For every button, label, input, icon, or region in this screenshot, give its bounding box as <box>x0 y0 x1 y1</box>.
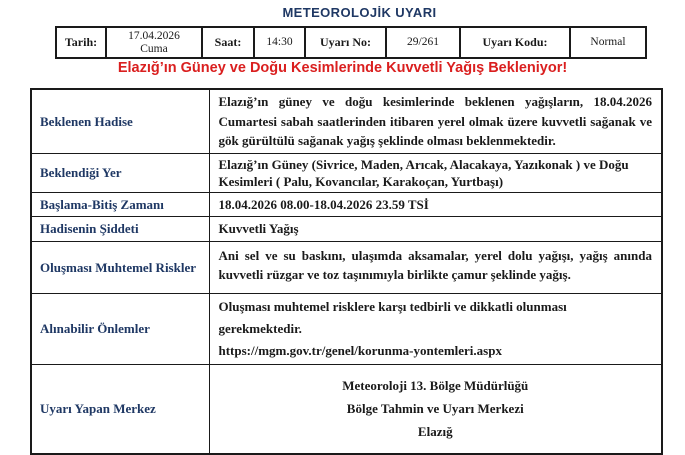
row-content-issuing-center <box>209 364 662 454</box>
row-label-expected-event: Beklenen Hadise <box>31 89 209 153</box>
row-content-expected-location: Elazığ’ın Güney (Sivrice, Maden, Arıcak, Alacakaya, Yazıkonak ) ve Doğu Kesimleri ( Palu, Kovancılar, Karakoçan, Yurtbaşı) <box>209 153 662 192</box>
date-value-date: 17.04.2026 <box>128 29 180 42</box>
date-value <box>106 27 202 58</box>
time-label: Saat: <box>202 27 254 58</box>
row-baslama-bitis-zamani <box>31 192 662 217</box>
row-label-possible-risks: Oluşması Muhtemel Riskler <box>31 241 209 293</box>
time-value: 14:30 <box>254 27 305 58</box>
warning-no-label: Uyarı No: <box>305 27 386 58</box>
row-content-expected-event: Elazığ’ın güney ve doğu kesimlerinde beklenen yağışların, 18.04.2026 Cumartesi sabah saatlerinden itibaren yerel olmak üzere kuvvetli sağanak ve gök gürültülü sağanak yağış şeklinde olması beklenmektedir. <box>209 89 662 153</box>
warning-detail-table <box>30 88 663 455</box>
warning-code-value: Normal <box>570 27 646 58</box>
date-label: Tarih: <box>56 27 106 58</box>
warning-no-value: 29/261 <box>386 27 460 58</box>
row-content-event-severity: Kuvvetli Yağış <box>209 217 662 242</box>
issuing-center-line-2: Bölge Tahmin ve Uyarı Merkezi <box>346 400 524 416</box>
row-label-event-severity: Hadisenin Şiddeti <box>31 217 209 242</box>
row-content-possible-risks: Ani sel ve su baskını, ulaşımda aksamalar, yerel dolu yağışı, yağış anında kuvvetli rüzgar ve toz taşınımıyla birlikte çamur şeklinde yağış. <box>209 241 662 293</box>
issuing-center-line-1: Meteoroloji 13. Bölge Müdürlüğü <box>342 377 529 393</box>
row-content-start-end-time: 18.04.2026 08.00-18.04.2026 23.59 TSİ <box>209 192 662 217</box>
info-bar-row <box>56 27 646 58</box>
precautions-url-link[interactable]: https://mgm.gov.tr/genel/korunma-yontemleri.aspx <box>218 342 502 358</box>
row-hadisenin-siddeti <box>31 217 662 242</box>
row-label-expected-location: Beklendiği Yer <box>31 153 209 192</box>
row-uyari-yapan-merkez <box>31 364 662 454</box>
row-label-precautions: Alınabilir Önlemler <box>31 293 209 364</box>
date-value-day: Cuma <box>140 42 168 55</box>
row-alinabilir-onlemler <box>31 293 662 364</box>
row-label-issuing-center: Uyarı Yapan Merkez <box>31 364 209 454</box>
row-label-start-end-time: Başlama-Bitiş Zamanı <box>31 192 209 217</box>
row-content-precautions <box>209 293 662 364</box>
row-beklendigi-yer <box>31 153 662 192</box>
issuing-center-line-3: Elazığ <box>417 423 453 439</box>
warning-code-label: Uyarı Kodu: <box>460 27 570 58</box>
page-title: METEOROLOJİK UYARI <box>282 5 437 20</box>
row-olusmasi-muhtemel-riskler <box>31 241 662 293</box>
info-bar-table <box>55 26 647 59</box>
warning-headline: Elazığ’ın Güney ve Doğu Kesimlerinde Kuvvetli Yağış Bekleniyor! <box>117 60 568 76</box>
row-beklenen-hadise <box>31 89 662 153</box>
precautions-text: Oluşması muhtemel risklere karşı tedbirli ve dikkatli olunması gerekmektedir. <box>218 298 567 336</box>
